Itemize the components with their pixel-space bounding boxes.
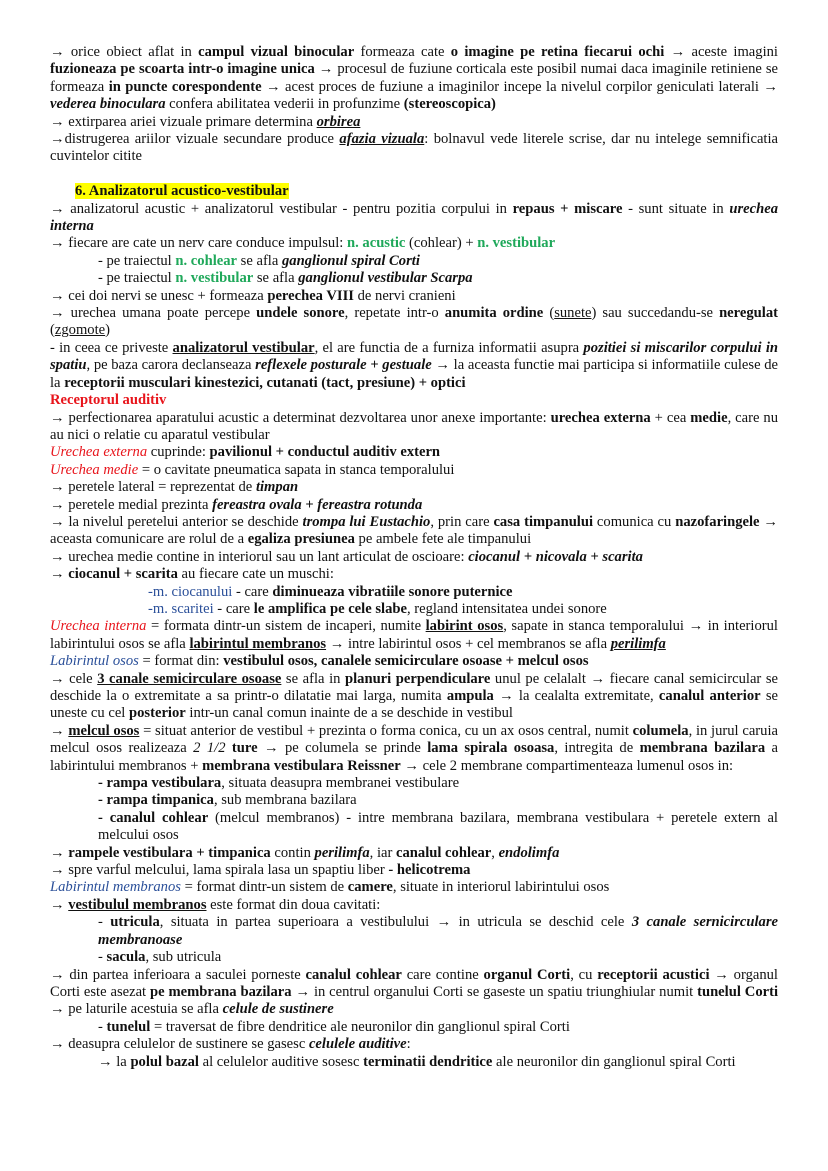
text-run: -m. scaritei <box>148 600 214 617</box>
text-run: neregulat <box>719 305 778 322</box>
text-run: timpan <box>255 479 299 496</box>
text-run: -m. ciocanului <box>148 583 233 600</box>
text-run: afazia vizuala <box>339 131 425 148</box>
text-run: - rampa timpanica <box>98 792 214 809</box>
text-run: endolimfa <box>498 844 560 861</box>
text-run: , pe baza carora declanseaza <box>86 357 256 374</box>
text-run: sacula <box>106 949 146 966</box>
text-run: → extirparea ariei vizuale primare determina <box>50 113 317 130</box>
paragraph <box>50 879 778 896</box>
text-run: melcul osos <box>68 722 140 739</box>
text-run: a labirintului membranos + <box>50 740 779 774</box>
indented-list-item <box>50 792 778 809</box>
text-run: → la <box>98 1053 131 1070</box>
text-run: → peretele lateral = reprezentat de <box>50 479 256 496</box>
text-run: camere <box>347 879 393 896</box>
text-run: , sub membrana bazilara <box>213 792 357 809</box>
text-run: se afla <box>237 252 282 269</box>
text-run: - helicotrema <box>388 862 471 879</box>
text-run: → intre labirintul osos + cel membranos se afla <box>326 635 611 652</box>
text-run: analizatorul vestibular <box>172 339 315 356</box>
text-run: o imagine pe retina fiecarui ochi <box>450 44 665 60</box>
text-run: zgomote <box>54 322 106 339</box>
text-run: celule de sustinere <box>222 1001 334 1018</box>
text-run: ganglionul vestibular Scarpa <box>298 270 473 287</box>
text-run: - <box>98 914 111 931</box>
text-run: membrana vestibulara Reissner <box>202 757 401 774</box>
text-run: fuzioneaza pe scoarta intr-o imagine unica <box>50 61 315 78</box>
text-run: n. cohlear <box>175 252 238 269</box>
text-run: → cele 2 membrane compartimenteaza lumenul osos in: <box>400 757 734 774</box>
text-run: → pe columela se prinde <box>257 740 428 757</box>
text-run: = situat anterior de vestibul + prezinta o forma conica, cu un ax osos central, numit <box>139 722 633 739</box>
text-run: , <box>491 844 499 861</box>
text-run: Labirintul membranos <box>50 879 181 896</box>
text-run: planuri perpendiculare <box>344 670 491 687</box>
indented-list-item <box>50 270 778 287</box>
text-run: → din partea inferioara a saculei porneste <box>50 966 306 983</box>
text-run: → orice obiect aflat in <box>50 44 199 60</box>
text-run: → procesul de fuziune corticala este posibil numai daca imaginile retiniene se formeaza <box>50 61 778 95</box>
text-run: membrana bazilara <box>639 740 766 757</box>
text-run: le amplifica pe cele slabe <box>253 600 407 617</box>
text-run: perilimfa <box>610 635 666 652</box>
text-run: de nervi cranieni <box>353 287 456 304</box>
text-run: Receptorul auditiv <box>50 392 167 409</box>
text-run: - <box>98 1018 107 1035</box>
text-run: + cea <box>650 409 691 426</box>
text-run: → urechea umana poate percepe <box>50 305 257 322</box>
text-run: ( <box>543 305 555 322</box>
text-run: = formata dintr-un sistem de incaperi, numite <box>146 618 426 635</box>
text-run: ciocanul + nicovala + scarita <box>468 548 643 565</box>
section-heading <box>50 183 778 200</box>
indented-list-item <box>50 949 778 966</box>
paragraph <box>50 235 778 252</box>
text-run: posterior <box>129 705 186 722</box>
text-run: ) <box>105 322 111 339</box>
text-run: → la aceasta functie mai participa si informatiile culese de la <box>50 357 779 391</box>
paragraph <box>50 288 778 305</box>
text-run: - <box>98 949 107 966</box>
text-run: se uneste cu cel <box>50 688 778 722</box>
text-run: care contine <box>401 966 484 983</box>
text-run: , el are functia de a furniza informatii asupra <box>314 339 584 356</box>
text-run: → perfectionarea aparatului acustic a determinat dezvoltarea unor anexe importante: <box>50 409 551 426</box>
paragraph <box>50 566 778 583</box>
text-run: - in ceea ce priveste <box>50 339 173 356</box>
text-run: celulele auditive <box>308 1036 407 1053</box>
text-run: , intregita de <box>554 740 640 757</box>
text-run: n. acustic <box>347 235 406 252</box>
text-run: trompa lui Eustachio <box>302 513 431 530</box>
text-run: urechea interna <box>50 200 778 235</box>
text-run: → fiecare are cate un nerv care conduce impulsul: <box>50 235 347 252</box>
text-run: → <box>50 722 69 739</box>
text-run: (cohlear) + <box>405 235 478 252</box>
text-run: 3 canale sernicirculare membranoase <box>98 914 778 948</box>
paragraph <box>50 549 778 566</box>
text-run: al celulelor auditive sosesc <box>198 1053 364 1070</box>
text-run: , repetate intr-o <box>344 305 445 322</box>
text-run: campul vizual binocular <box>198 44 355 60</box>
text-run: → urechea medie contine in interiorul sau un lant articulat de oscioare: <box>50 548 469 565</box>
paragraph <box>50 131 778 166</box>
text-run: ture <box>231 740 258 757</box>
text-run: medie <box>690 409 728 426</box>
text-run: tunelul Corti <box>697 983 779 1000</box>
indented-list-item <box>50 1054 778 1071</box>
text-run: Labirintul osos <box>50 653 139 670</box>
text-run: contin <box>270 844 315 861</box>
text-run: = format dintr-un sistem de <box>180 879 348 896</box>
indented-list-item <box>50 253 778 270</box>
text-run: se afla in <box>281 670 345 687</box>
text-run: - sunt situate in <box>622 200 730 217</box>
text-run: perilimfa <box>314 844 370 861</box>
paragraph <box>50 845 778 862</box>
text-run: canalul cohlear <box>396 844 492 861</box>
text-run: vestibulul membranos <box>68 896 207 913</box>
text-run: labirint osos <box>425 618 504 635</box>
text-run: Urechea medie <box>50 461 139 478</box>
indented-list-item <box>50 914 778 949</box>
text-run: , cu <box>570 966 598 983</box>
text-run: nazofaringele <box>675 513 760 530</box>
text-run: → analizatorul acustic + analizatorul vestibular - pentru pozitia corpului in <box>50 200 513 217</box>
text-run: : bolnavul vede literele scrise, dar nu intelege semnificatia cuvintelor citite <box>50 131 779 165</box>
text-run: ampula <box>446 688 494 705</box>
text-run: columela <box>632 722 689 739</box>
indented-list-item <box>50 584 778 601</box>
text-run: terminatii dendritice <box>363 1053 493 1070</box>
text-run: , sapate in stanca temporalului → in interiorul labirintului osos se afla <box>50 618 778 652</box>
text-run: labirintul membranos <box>189 635 327 652</box>
heading-text: 6. Analizatorul acustico-vestibular <box>75 183 289 200</box>
text-run: , prin care <box>430 513 494 530</box>
paragraph <box>50 723 778 775</box>
text-run: ganglionul spiral Corti <box>282 252 420 269</box>
text-run: , situata deasupra membranei vestibulare <box>221 775 460 792</box>
text-run: polul bazal <box>130 1053 199 1070</box>
text-run: confera abilitatea vederii in profunzime <box>165 96 404 113</box>
paragraph <box>50 862 778 879</box>
paragraph <box>50 44 778 114</box>
text-run: pozitiei si miscarilor corpului in spatiu <box>50 339 779 374</box>
indented-list-item <box>50 810 778 845</box>
text-run: unul pe celalalt → fiecare canal semicircular se deschide la o extremitate a sa printr-o dilatatie mai larga, numita <box>50 670 778 705</box>
text-run: sunete <box>554 305 592 322</box>
paragraph <box>50 514 778 549</box>
paragraph <box>50 967 778 1019</box>
text-run: intr-un canal comun inainte de a se deschide in vestibul <box>185 705 513 722</box>
text-run: urechea externa <box>550 409 651 426</box>
indented-list-item <box>50 775 778 792</box>
text-run: repaus + miscare <box>512 200 623 217</box>
text-run: diminueaza vibratiile sonore puternice <box>272 583 513 600</box>
text-run: , sub utricula <box>145 949 222 966</box>
text-run: → <box>50 566 69 583</box>
text-run: reflexele posturale + gestuale <box>255 357 432 374</box>
text-run: pavilionul + conductul auditiv extern <box>209 444 441 461</box>
text-run: vederea binoculara <box>50 96 166 113</box>
text-run: → acest proces de fuziune a imaginilor incepe la nivelul corpilor geniculati laterali → <box>261 78 778 95</box>
text-run: (stereoscopica) <box>403 96 496 113</box>
text-run: orbirea <box>316 113 361 130</box>
text-run: = traversat de fibre dendritice ale neuronilor din ganglionul spiral Corti <box>150 1018 570 1035</box>
paragraph <box>50 114 778 131</box>
text-run: → aceasta comunicare are rolul de a <box>50 513 779 548</box>
text-run: →distrugerea ariilor vizuale secundare produce <box>50 131 340 148</box>
text-run: → la cealalta extremitate, <box>493 688 659 705</box>
text-run: - care <box>232 583 273 600</box>
text-run: Urechea interna <box>50 618 147 635</box>
blank-line <box>50 166 778 183</box>
text-run: - care <box>213 600 254 617</box>
paragraph <box>50 671 778 723</box>
text-run: → <box>50 896 69 913</box>
paragraph <box>50 340 778 392</box>
text-run: rampele vestibulara + timpanica <box>68 844 271 861</box>
text-run: : <box>406 1036 411 1053</box>
paragraph <box>50 897 778 914</box>
text-run: → cele <box>50 670 98 687</box>
text-run: 3 canale semicirculare osoase <box>97 670 282 687</box>
text-run: , care nu au nici o relatie cu aparatul vestibular <box>50 409 778 443</box>
text-run: pe membrana bazilara <box>150 983 292 1000</box>
text-run: perechea VIII <box>267 287 354 304</box>
text-run: → pe laturile acestuia se afla <box>50 1001 223 1018</box>
text-run: au fiecare cate un muschi: <box>177 566 334 583</box>
text-run: canalul cohlear <box>305 966 402 983</box>
text-run: undele sonore <box>256 305 345 322</box>
paragraph <box>50 497 778 514</box>
text-run: cuprinde: <box>147 444 210 461</box>
text-run: tunelul <box>106 1018 151 1035</box>
text-run: , in jurul caruia melcul osos realizeaza <box>50 722 778 757</box>
text-run: , iar <box>369 844 396 861</box>
text-run: ale neuronilor din ganglionul spiral Corti <box>492 1053 736 1070</box>
text-run: canalul anterior <box>658 688 761 705</box>
paragraph <box>50 462 778 479</box>
paragraph <box>50 392 778 409</box>
paragraph <box>50 201 778 236</box>
text-run: organul Corti <box>483 966 571 983</box>
paragraph <box>50 479 778 496</box>
text-run: = format din: <box>138 653 224 670</box>
paragraph <box>50 618 778 653</box>
text-run: → in centrul organului Corti se gaseste un spatiu triunghiular numit <box>291 983 698 1000</box>
text-run: ) sau succedandu-se <box>591 305 720 322</box>
text-run: n. vestibular <box>175 270 254 287</box>
text-run: lama spirala osoasa <box>427 740 555 757</box>
document-page <box>50 44 778 1071</box>
text-run: fereastra ovala + fereastra rotunda <box>212 496 423 513</box>
paragraph <box>50 444 778 461</box>
text-run: → la nivelul peretelui anterior se deschide <box>50 513 303 530</box>
text-run: (melcul membranos) - intre membrana bazilara, membrana vestibulara + peretele extern al melcului osos <box>98 809 778 844</box>
text-run: → aceste imagini <box>664 44 778 60</box>
indented-list-item <box>50 601 778 618</box>
text-run: vestibulul osos, canalele semicirculare osoase + melcul osos <box>223 653 589 670</box>
indented-list-item <box>50 1019 778 1036</box>
text-run: → organul Corti este asezat <box>50 966 778 1000</box>
text-run: - rampa vestibulara <box>98 775 222 792</box>
text-run: , regland intensitatea undei sonore <box>406 600 607 617</box>
text-run: egaliza presiunea <box>247 531 355 548</box>
paragraph <box>50 1036 778 1053</box>
paragraph <box>50 410 778 445</box>
text-run: pe ambele fete ale timpanului <box>354 531 532 548</box>
text-run: receptorii musculari kinestezici, cutanati (tact, presiune) + optici <box>64 374 466 391</box>
text-run: → deasupra celulelor de sustinere se gasesc <box>50 1036 309 1053</box>
text-run: ciocanul + scarita <box>68 566 178 583</box>
text-run: receptorii acustici <box>597 966 710 983</box>
text-run: anumita ordine <box>444 305 544 322</box>
text-run: → spre varful melcului, lama spirala lasa un spaptiu liber <box>50 862 389 879</box>
text-run: - pe traiectul <box>98 252 176 269</box>
text-run: , situata in partea superioara a vestibulului → in utricula se deschid cele <box>159 914 632 931</box>
paragraph <box>50 653 778 670</box>
text-run: in puncte corespondente <box>108 78 262 95</box>
text-run: ( <box>50 322 55 339</box>
text-run: utricula <box>110 914 160 931</box>
paragraph <box>50 305 778 340</box>
text-run: 2 1/2 <box>193 740 226 757</box>
text-run: Urechea externa <box>50 444 148 461</box>
text-run: , situate in interiorul labirintului osos <box>392 879 610 896</box>
text-run: n. vestibular <box>477 235 556 252</box>
text-run: - pe traiectul <box>98 270 176 287</box>
text-run: comunica cu <box>593 513 676 530</box>
text-run: casa timpanului <box>493 513 594 530</box>
text-run: = o cavitate pneumatica sapata in stanca temporalului <box>138 461 455 478</box>
text-run: formeaza cate <box>354 44 451 60</box>
text-run: - canalul cohlear <box>98 809 209 826</box>
text-run: → cei doi nervi se unesc + formeaza <box>50 287 268 304</box>
text-run: → <box>50 844 69 861</box>
text-run: se afla <box>253 270 299 287</box>
text-run: → peretele medial prezinta <box>50 496 213 513</box>
text-run: este format din doua cavitati: <box>206 896 381 913</box>
